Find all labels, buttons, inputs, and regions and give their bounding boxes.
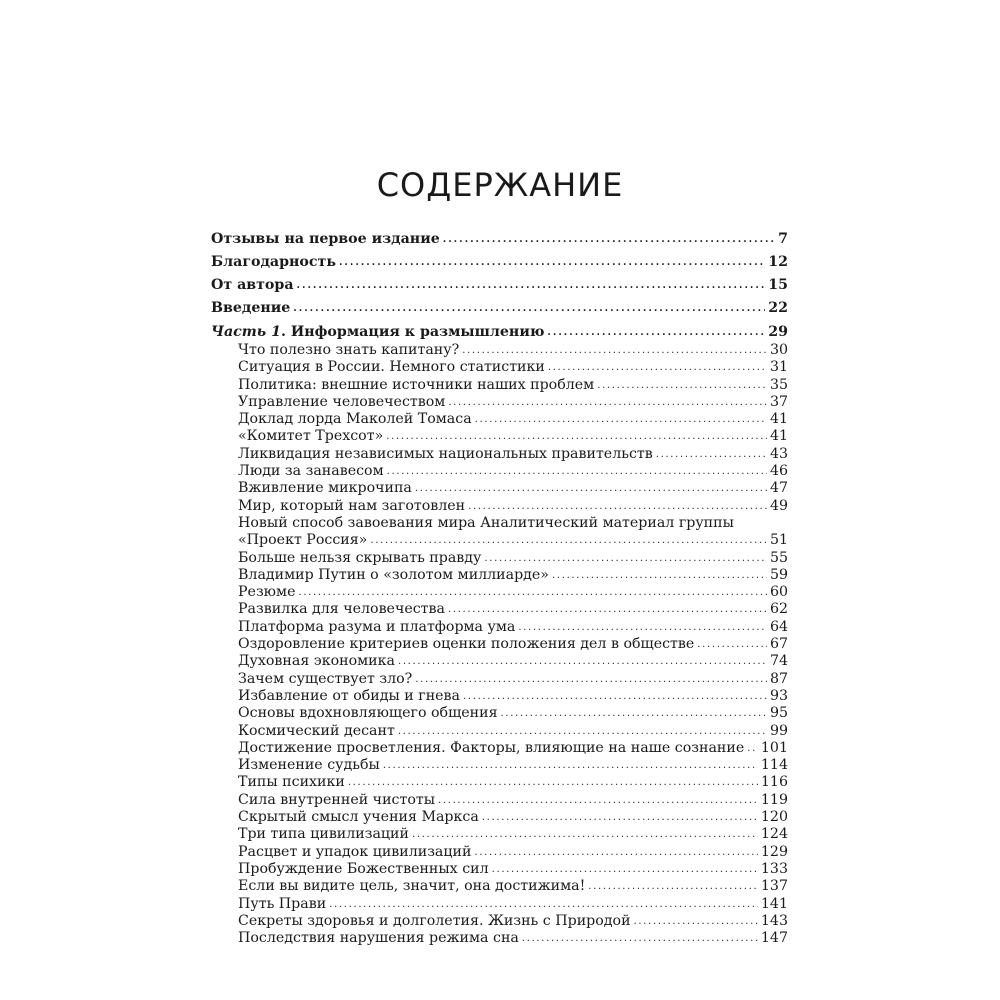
dot-leader xyxy=(475,410,767,428)
toc-entry-page: 41 xyxy=(769,411,788,428)
toc-entry-title: Владимир Путин о «золотом миллиарде» xyxy=(238,566,549,583)
part-title-text: . Информация к размышлению xyxy=(280,324,545,340)
toc-entry-title: Секреты здоровья и долголетия. Жизнь с Природой xyxy=(238,912,631,929)
toc-entry xyxy=(211,550,788,567)
toc-entry xyxy=(211,463,788,480)
toc-entry xyxy=(211,861,788,878)
toc-entry-page: 147 xyxy=(760,930,788,947)
dot-leader xyxy=(438,791,758,809)
toc-entry xyxy=(211,740,788,757)
toc-entry xyxy=(211,342,788,359)
toc-entry-title: Платформа разума и платформа ума xyxy=(238,618,516,635)
toc-entry-page: 129 xyxy=(760,843,788,860)
toc-entry-wrapped-line2 xyxy=(211,532,788,549)
toc-entry xyxy=(211,601,788,618)
toc-subentries xyxy=(211,550,788,948)
toc-part-1 xyxy=(211,322,788,342)
dot-leader xyxy=(484,549,767,567)
toc-subentries xyxy=(211,342,788,515)
toc-entry-page: 133 xyxy=(760,860,788,877)
dot-leader xyxy=(448,600,767,618)
toc-part-title xyxy=(211,322,544,342)
toc-entry-title: Резюме xyxy=(238,584,296,601)
dot-leader xyxy=(463,687,767,705)
toc-entry xyxy=(211,913,788,930)
toc-entry-title: Если вы видите цель, значит, она достижима! xyxy=(238,878,586,895)
toc-entry-title: Космический десант xyxy=(238,722,395,739)
toc-entry xyxy=(211,671,788,688)
toc-entry-title: Вживление микрочипа xyxy=(238,480,412,497)
toc-entry-title: Достижение просветления. Факторы, влияющие на наше сознание xyxy=(238,739,745,756)
toc-entry-page: 62 xyxy=(769,601,788,618)
toc-entry xyxy=(211,446,788,463)
toc-entry-page: 137 xyxy=(760,878,788,895)
toc-entry-title: Сила внутренней чистоты xyxy=(238,791,435,808)
toc-entry-page: 141 xyxy=(760,895,788,912)
dot-leader xyxy=(548,358,767,376)
toc-entry-reviews xyxy=(211,228,788,251)
toc-entry-title: Типы психики xyxy=(238,774,345,791)
toc-entry xyxy=(211,636,788,653)
toc-entry xyxy=(211,896,788,913)
toc-entry-title: Путь Прави xyxy=(238,895,327,912)
toc-entry-title: Изменение судьбы xyxy=(238,757,380,774)
toc-entry-page: 22 xyxy=(768,300,788,316)
toc-entry xyxy=(211,774,788,791)
toc-entry-page: 87 xyxy=(769,670,788,687)
toc-entry xyxy=(211,930,788,947)
toc-entry-page: 35 xyxy=(769,376,788,393)
toc-entry-page: 30 xyxy=(769,342,788,358)
toc-entry-page: 64 xyxy=(769,618,788,635)
dot-leader xyxy=(518,618,767,636)
toc-entry xyxy=(211,498,788,515)
toc-entry-title: Ситуация в России. Немного статистики xyxy=(238,359,545,376)
dot-leader xyxy=(656,445,767,463)
toc-entry-page: 93 xyxy=(769,687,788,704)
toc-entry-title: Управление человечеством xyxy=(238,393,446,410)
toc-entry xyxy=(211,584,788,601)
toc-entry-title: Люди за занавесом xyxy=(238,463,384,480)
toc-entry-page: 12 xyxy=(768,254,788,270)
toc-entry xyxy=(211,377,788,394)
dot-leader xyxy=(448,393,767,411)
toc-entry xyxy=(211,619,788,636)
toc-entry xyxy=(211,809,788,826)
toc-entry xyxy=(211,878,788,895)
dot-leader xyxy=(634,912,758,930)
toc-entry-page: 43 xyxy=(769,445,788,462)
toc-entry-title: Развилка для человечества xyxy=(238,601,445,618)
toc-entry-page: 101 xyxy=(760,739,788,756)
toc-entry-title: От автора xyxy=(211,277,294,293)
toc-entry-title: Расцвет и упадок цивилизаций xyxy=(238,843,472,860)
toc-entry xyxy=(211,359,788,376)
toc-entry xyxy=(211,411,788,428)
toc-entry-page: 143 xyxy=(760,912,788,929)
toc-entry xyxy=(211,792,788,809)
dot-leader xyxy=(474,843,757,861)
dot-leader xyxy=(697,635,767,653)
dot-leader xyxy=(415,479,767,497)
dot-leader xyxy=(398,722,767,740)
dot-leader xyxy=(597,376,767,394)
dot-leader xyxy=(386,427,767,445)
toc-entry-title: Зачем существует зло? xyxy=(238,670,413,687)
dot-leader xyxy=(348,773,758,791)
toc-entry-title: Оздоровление критериев оценки положения дел в обществе xyxy=(238,636,695,653)
toc-entry-title: Введение xyxy=(211,300,291,316)
toc-entry-title: Избавление от обиды и гнева xyxy=(238,687,460,704)
dot-leader xyxy=(462,341,767,359)
dot-leader xyxy=(747,739,758,757)
toc-entry-title: Отзывы на первое издание xyxy=(211,231,440,247)
toc-entry-page: 29 xyxy=(768,324,788,340)
toc-entry xyxy=(211,705,788,722)
toc-entry xyxy=(211,826,788,843)
toc-entry-title: Доклад лорда Маколей Томаса xyxy=(238,411,472,428)
dot-leader xyxy=(412,825,758,843)
toc-entry-page: 120 xyxy=(760,809,788,826)
toc-entry-page: 114 xyxy=(760,757,788,774)
toc-entry-page: 59 xyxy=(769,566,788,583)
toc-entry-title: Пробуждение Божественных сил xyxy=(238,860,489,877)
toc-entry-acknowledgements xyxy=(211,251,788,274)
toc-entry-title: «Комитет Трехсот» xyxy=(238,428,384,445)
dot-leader xyxy=(468,497,767,515)
dot-leader xyxy=(297,273,766,297)
toc-entry-title: Политика: внешние источники наших проблем xyxy=(238,376,595,393)
toc-entry xyxy=(211,428,788,445)
toc-entry-page: 74 xyxy=(769,653,788,670)
toc-entry-page: 7 xyxy=(778,231,788,247)
toc-entry-title: Основы вдохновляющего общения xyxy=(238,705,498,722)
toc-entry-page: 47 xyxy=(769,480,788,497)
toc-entry-title: Скрытый смысл учения Маркса xyxy=(238,809,479,826)
page-title: СОДЕРЖАНИЕ xyxy=(376,166,624,204)
toc-entry xyxy=(211,844,788,861)
toc-entry xyxy=(211,394,788,411)
dot-leader xyxy=(339,250,765,274)
toc-entry-page: 116 xyxy=(760,774,788,791)
dot-leader xyxy=(293,296,765,320)
toc-entry xyxy=(211,480,788,497)
toc-entry-page: 119 xyxy=(760,791,788,808)
toc-entry xyxy=(211,757,788,774)
toc-entry-page: 46 xyxy=(769,463,788,480)
dot-leader xyxy=(588,877,758,895)
toc-entry-title: Ликвидация независимых национальных правительств xyxy=(238,445,653,462)
toc-entry-wrapped xyxy=(211,515,788,532)
toc-entry-title: Мир, который нам заготовлен xyxy=(238,497,466,514)
toc-entry-page: 67 xyxy=(769,636,788,653)
dot-leader xyxy=(522,929,758,947)
table-of-contents xyxy=(211,228,788,947)
toc-entry-title: Три типа цивилизаций xyxy=(238,826,409,843)
toc-entry-page: 31 xyxy=(769,359,788,376)
toc-entry-introduction xyxy=(211,297,788,320)
dot-leader xyxy=(552,566,767,584)
toc-entry-title-line1: Новый способ завоевания мира Аналитический материал группы xyxy=(238,514,734,531)
toc-entry xyxy=(211,653,788,670)
toc-entry-page: 124 xyxy=(760,826,788,843)
toc-entry-title: Что полезно знать капитану? xyxy=(238,342,460,358)
dot-leader xyxy=(501,704,767,722)
toc-entry-page: 51 xyxy=(769,532,788,549)
dot-leader xyxy=(547,321,765,343)
toc-entry-page: 95 xyxy=(769,705,788,722)
toc-entry xyxy=(211,567,788,584)
toc-entry-page: 60 xyxy=(769,584,788,601)
toc-entry-title: Духовная экономика xyxy=(238,653,395,670)
toc-entry-title-line2: «Проект Россия» xyxy=(238,532,368,549)
dot-leader xyxy=(329,895,758,913)
dot-leader xyxy=(492,860,758,878)
toc-entry-page: 37 xyxy=(769,393,788,410)
toc-entry-page: 41 xyxy=(769,428,788,445)
dot-leader xyxy=(298,583,766,601)
dot-leader xyxy=(443,227,775,251)
dot-leader xyxy=(383,756,758,774)
toc-entry-page: 55 xyxy=(769,549,788,566)
toc-entry-page: 99 xyxy=(769,722,788,739)
toc-entry-title: Больше нельзя скрывать правду xyxy=(238,549,482,566)
toc-entry-page: 15 xyxy=(768,277,788,293)
toc-entry xyxy=(211,723,788,740)
dot-leader xyxy=(387,462,767,480)
dot-leader xyxy=(415,670,767,688)
toc-entry-title: Последствия нарушения режима сна xyxy=(238,930,519,947)
dot-leader xyxy=(370,531,767,549)
toc-entry xyxy=(211,688,788,705)
dot-leader xyxy=(398,652,767,670)
toc-entry-from-author xyxy=(211,274,788,297)
part-label: Часть 1 xyxy=(211,324,281,340)
dot-leader xyxy=(482,808,758,826)
toc-entry-title: Благодарность xyxy=(211,254,336,270)
toc-entry-page: 49 xyxy=(769,497,788,514)
